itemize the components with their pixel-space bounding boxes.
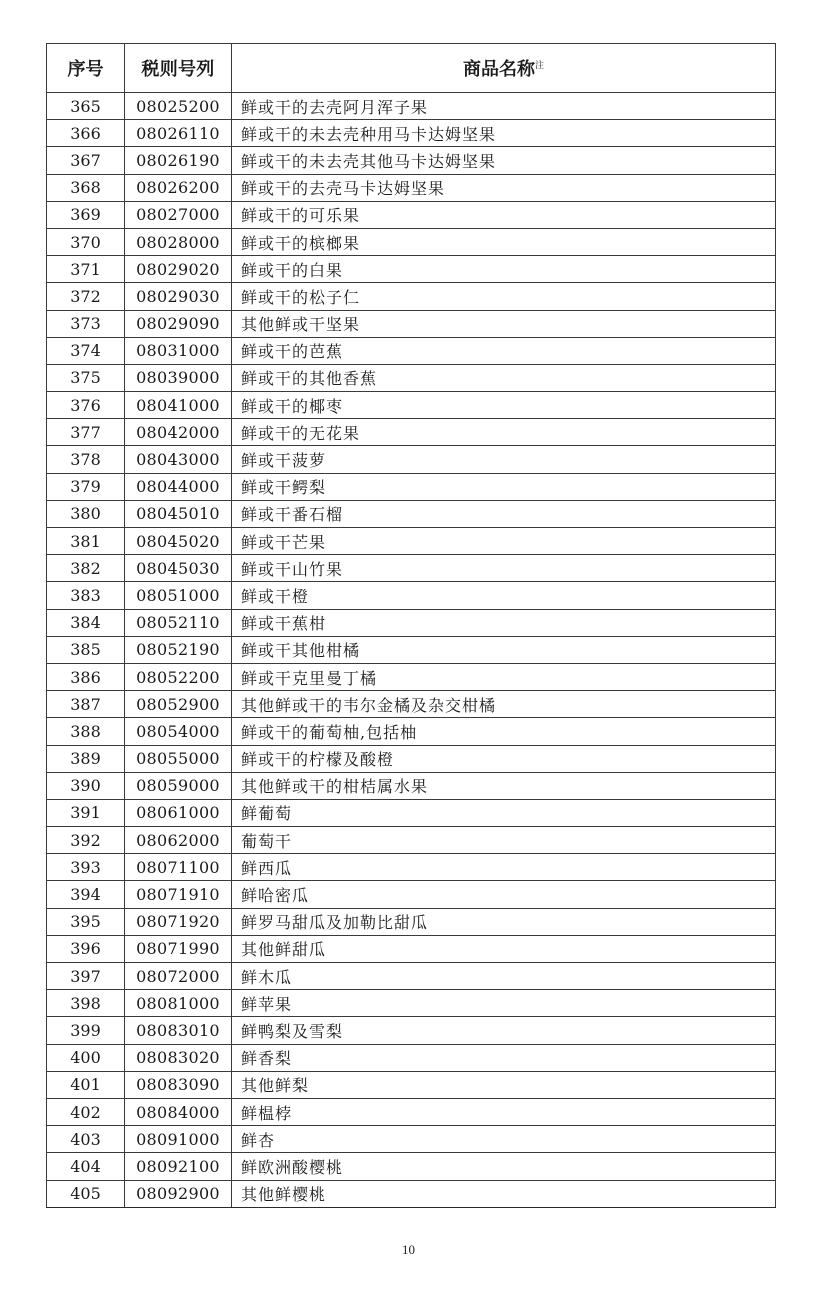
- row-index: 390: [47, 772, 125, 799]
- table-row: [47, 1017, 776, 1044]
- row-code: 08092900: [125, 1180, 232, 1207]
- row-index: 388: [47, 718, 125, 745]
- row-name: 鲜罗马甜瓜及加勒比甜瓜: [232, 908, 776, 935]
- table-row: [47, 337, 776, 364]
- row-index: 393: [47, 854, 125, 881]
- row-code: 08026110: [125, 120, 232, 147]
- row-index: 379: [47, 473, 125, 500]
- row-index: 369: [47, 201, 125, 228]
- row-name: 鲜或干的葡萄柚,包括柚: [232, 718, 776, 745]
- row-code: 08027000: [125, 201, 232, 228]
- header-row: [47, 44, 776, 93]
- row-code: 08052110: [125, 609, 232, 636]
- row-code: 08071920: [125, 908, 232, 935]
- row-index: 378: [47, 446, 125, 473]
- table-row: [47, 364, 776, 391]
- table-row: [47, 1126, 776, 1153]
- row-code: 08045030: [125, 555, 232, 582]
- row-name: 鲜或干的去壳阿月浑子果: [232, 93, 776, 120]
- row-name: 鲜或干的芭蕉: [232, 337, 776, 364]
- row-code: 08054000: [125, 718, 232, 745]
- table-row: [47, 555, 776, 582]
- row-code: 08062000: [125, 827, 232, 854]
- row-index: 376: [47, 392, 125, 419]
- row-code: 08072000: [125, 963, 232, 990]
- row-name: 鲜或干的白果: [232, 256, 776, 283]
- page-number: 10: [402, 1242, 415, 1257]
- row-name: 鲜欧洲酸樱桃: [232, 1153, 776, 1180]
- row-index: 402: [47, 1098, 125, 1125]
- table-row: [47, 691, 776, 718]
- table-row: [47, 745, 776, 772]
- table-row: [47, 963, 776, 990]
- row-name: 鲜西瓜: [232, 854, 776, 881]
- row-name: 鲜或干的可乐果: [232, 201, 776, 228]
- row-index: 398: [47, 990, 125, 1017]
- row-name: 鲜香梨: [232, 1044, 776, 1071]
- row-index: 385: [47, 636, 125, 663]
- row-code: 08051000: [125, 582, 232, 609]
- row-name: 鲜或干的椰枣: [232, 392, 776, 419]
- row-code: 08052190: [125, 636, 232, 663]
- row-code: 08083090: [125, 1071, 232, 1098]
- row-code: 08055000: [125, 745, 232, 772]
- row-name: 鲜杏: [232, 1126, 776, 1153]
- table-row: [47, 147, 776, 174]
- table-row: [47, 636, 776, 663]
- row-code: 08071100: [125, 854, 232, 881]
- row-code: 08083020: [125, 1044, 232, 1071]
- row-index: 370: [47, 228, 125, 255]
- row-code: 08039000: [125, 364, 232, 391]
- row-code: 08025200: [125, 93, 232, 120]
- table-row: [47, 854, 776, 881]
- row-index: 391: [47, 799, 125, 826]
- row-code: 08071990: [125, 935, 232, 962]
- header-code: 税则号列: [125, 44, 232, 93]
- table-row: [47, 473, 776, 500]
- table-row: [47, 310, 776, 337]
- row-code: 08045020: [125, 528, 232, 555]
- row-name: 鲜或干橙: [232, 582, 776, 609]
- row-name: 葡萄干: [232, 827, 776, 854]
- row-name: 鲜或干的其他香蕉: [232, 364, 776, 391]
- row-index: 389: [47, 745, 125, 772]
- header-name-note: 注: [534, 61, 544, 71]
- table-row: [47, 772, 776, 799]
- table-row: [47, 935, 776, 962]
- row-index: 404: [47, 1153, 125, 1180]
- table-row: [47, 446, 776, 473]
- row-name: 鲜或干的去壳马卡达姆坚果: [232, 174, 776, 201]
- row-name: 其他鲜梨: [232, 1071, 776, 1098]
- row-name: 鲜或干的无花果: [232, 419, 776, 446]
- header-name: [232, 44, 776, 93]
- row-code: 08029020: [125, 256, 232, 283]
- row-code: 08081000: [125, 990, 232, 1017]
- row-code: 08052900: [125, 691, 232, 718]
- row-name: 其他鲜樱桃: [232, 1180, 776, 1207]
- table-row: [47, 93, 776, 120]
- table-row: [47, 663, 776, 690]
- row-index: 401: [47, 1071, 125, 1098]
- row-name: 其他鲜甜瓜: [232, 935, 776, 962]
- row-index: 399: [47, 1017, 125, 1044]
- table-row: [47, 1153, 776, 1180]
- row-code: 08029030: [125, 283, 232, 310]
- row-name: 鲜或干的松子仁: [232, 283, 776, 310]
- row-index: 382: [47, 555, 125, 582]
- row-index: 365: [47, 93, 125, 120]
- row-name: 鲜或干鳄梨: [232, 473, 776, 500]
- row-code: 08026200: [125, 174, 232, 201]
- row-code: 08092100: [125, 1153, 232, 1180]
- row-index: 367: [47, 147, 125, 174]
- row-code: 08083010: [125, 1017, 232, 1044]
- table-row: [47, 228, 776, 255]
- row-name: 鲜或干山竹果: [232, 555, 776, 582]
- row-code: 08042000: [125, 419, 232, 446]
- row-name: 鲜或干其他柑橘: [232, 636, 776, 663]
- row-index: 396: [47, 935, 125, 962]
- row-index: 397: [47, 963, 125, 990]
- table-body: [47, 93, 776, 1208]
- table-row: [47, 174, 776, 201]
- table-row: [47, 718, 776, 745]
- row-code: 08026190: [125, 147, 232, 174]
- row-index: 392: [47, 827, 125, 854]
- table-row: [47, 908, 776, 935]
- row-index: 405: [47, 1180, 125, 1207]
- table-row: [47, 283, 776, 310]
- table-row: [47, 827, 776, 854]
- row-code: 08028000: [125, 228, 232, 255]
- row-name: 鲜或干的未去壳其他马卡达姆坚果: [232, 147, 776, 174]
- table-row: [47, 1071, 776, 1098]
- row-code: 08044000: [125, 473, 232, 500]
- row-code: 08059000: [125, 772, 232, 799]
- row-name: 鲜或干蕉柑: [232, 609, 776, 636]
- row-name: 鲜榅桲: [232, 1098, 776, 1125]
- table-header: [47, 44, 776, 93]
- table-row: [47, 201, 776, 228]
- table-row: [47, 1098, 776, 1125]
- row-code: 08052200: [125, 663, 232, 690]
- row-index: 373: [47, 310, 125, 337]
- row-index: 371: [47, 256, 125, 283]
- row-index: 377: [47, 419, 125, 446]
- table-row: [47, 500, 776, 527]
- row-name: 鲜或干番石榴: [232, 500, 776, 527]
- row-code: 08084000: [125, 1098, 232, 1125]
- row-index: 395: [47, 908, 125, 935]
- table-row: [47, 582, 776, 609]
- table-row: [47, 120, 776, 147]
- row-code: 08091000: [125, 1126, 232, 1153]
- row-name: 鲜或干菠萝: [232, 446, 776, 473]
- header-name-label: 商品名称: [462, 59, 535, 80]
- row-index: 384: [47, 609, 125, 636]
- row-code: 08071910: [125, 881, 232, 908]
- row-index: 368: [47, 174, 125, 201]
- row-code: 08041000: [125, 392, 232, 419]
- row-code: 08061000: [125, 799, 232, 826]
- row-name: 鲜或干的柠檬及酸橙: [232, 745, 776, 772]
- row-code: 08043000: [125, 446, 232, 473]
- row-code: 08031000: [125, 337, 232, 364]
- row-code: 08045010: [125, 500, 232, 527]
- table-row: [47, 528, 776, 555]
- table-row: [47, 392, 776, 419]
- row-index: 400: [47, 1044, 125, 1071]
- row-index: 394: [47, 881, 125, 908]
- table-row: [47, 256, 776, 283]
- table-row: [47, 609, 776, 636]
- tariff-table: [46, 43, 776, 1208]
- row-index: 374: [47, 337, 125, 364]
- table-row: [47, 990, 776, 1017]
- table-row: [47, 799, 776, 826]
- header-index: 序号: [47, 44, 125, 93]
- row-name: 鲜苹果: [232, 990, 776, 1017]
- row-index: 372: [47, 283, 125, 310]
- table-row: [47, 1180, 776, 1207]
- row-name: 鲜或干的槟榔果: [232, 228, 776, 255]
- row-name: 鲜木瓜: [232, 963, 776, 990]
- row-index: 375: [47, 364, 125, 391]
- row-index: 386: [47, 663, 125, 690]
- row-name: 其他鲜或干坚果: [232, 310, 776, 337]
- row-code: 08029090: [125, 310, 232, 337]
- row-index: 366: [47, 120, 125, 147]
- table-row: [47, 419, 776, 446]
- row-index: 403: [47, 1126, 125, 1153]
- table-row: [47, 881, 776, 908]
- row-name: 鲜葡萄: [232, 799, 776, 826]
- row-name: 其他鲜或干的柑桔属水果: [232, 772, 776, 799]
- row-name: 其他鲜或干的韦尔金橘及杂交柑橘: [232, 691, 776, 718]
- row-name: 鲜或干的未去壳种用马卡达姆坚果: [232, 120, 776, 147]
- row-name: 鲜哈密瓜: [232, 881, 776, 908]
- row-index: 387: [47, 691, 125, 718]
- row-name: 鲜或干克里曼丁橘: [232, 663, 776, 690]
- row-name: 鲜或干芒果: [232, 528, 776, 555]
- row-index: 381: [47, 528, 125, 555]
- row-name: 鲜鸭梨及雪梨: [232, 1017, 776, 1044]
- table-row: [47, 1044, 776, 1071]
- row-index: 380: [47, 500, 125, 527]
- row-index: 383: [47, 582, 125, 609]
